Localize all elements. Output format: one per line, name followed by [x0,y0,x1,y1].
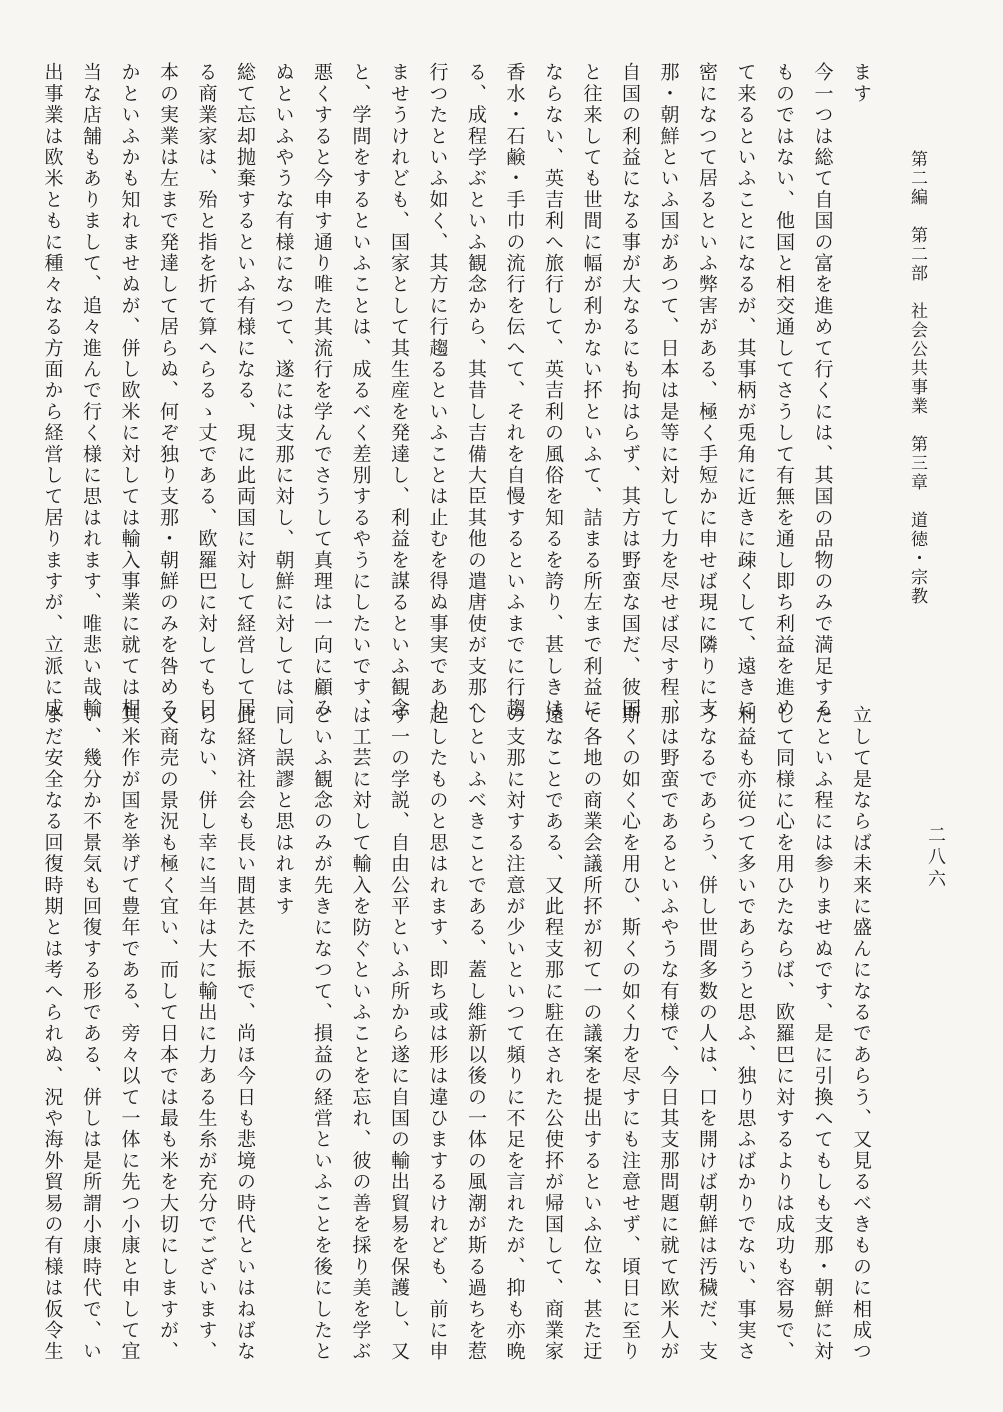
text-line: ぬといふやうな有様になつて、遂には支那に対し、朝鮮に対しては、 [272,62,295,720]
text-line: 其米作が国を挙げて豊年である、旁々以て一体に先つ小康と申して宜 [118,705,141,1363]
text-line: といふ観念のみが先きになつて、損益の経営といふことを後にしたと [311,705,333,1363]
text-line: と、学問をするといふことは、成るべく差別するやうにしたいです、 [349,62,372,720]
text-line: の支那に対する注意が少いといつて頻りに不足を言れたが、抑も亦晩 [503,705,526,1363]
text-line: 此経済社会も長い間甚た不振で、尚ほ今日も悲境の時代といはねばな [234,705,256,1363]
text-line: らない、併し幸に当年は大に輸出に力ある生糸が充分でございます、 [195,705,218,1363]
text-line: 那は野蛮であるといふやうな有様で、今日其支那問題に就て欧米人が [657,705,680,1363]
text-line: 密になつて居るといふ弊害がある、極く手短かに申せば現に隣りに支 [696,62,718,720]
text-line: 那・朝鮮といふ国があつて、日本は是等に対して力を尽せば尽す程、 [657,62,680,720]
text-line: まだ安全なる回復時期とは考へられぬ、況や海外貿易の有様は仮令生 [41,705,64,1363]
text-line: 出事業は欧米ともに種々なる方面から経営して居りますが、立派に成 [41,62,64,720]
text-line: は工芸に対して輸入を防ぐといふことを忘れ、彼の善を採り美を学ぶ [349,705,372,1363]
text-line: る、成程学ぶといふ観念から、其昔し吉備大臣其他の遣唐使が支那へ [465,62,487,720]
text-line: す一の学説、自由公平といふ所から遂に自国の輸出貿易を保護し、又 [388,705,410,1363]
text-line: 遠なことである、又此程支那に駐在された公使抔が帰国して、商業家 [542,705,564,1363]
text-line: 自国の利益になる事が大なるにも拘はらず、其方は野蛮な国だ、彼国 [619,62,641,720]
text-line: 行つたといふ如く、其方に行趨るといふことは止むを得ぬ事実であり [426,62,449,720]
text-line: 当な店舗もありまして、追々進んで行く様に思はれます、唯悲い哉輸 [80,62,102,720]
text-line: 立して是ならば未来に盛んになるであらう、又見るべきものに相成つ [850,705,872,1363]
text-line: 総て忘却抛棄するといふ有様になる、現に此両国に対して経営して居 [234,62,256,720]
text-line: 又商売の景況も極く宜い、而して日本では最も米を大切にしますが、 [157,705,179,1363]
text-line: 本の実業は左まで発達して居らぬ、何ぞ独り支那・朝鮮のみを咎める [157,62,179,720]
top-text-block [41,62,880,720]
text-line: たといふ程には参りませぬです、是に引換へてもしも支那・朝鮮に対 [811,705,834,1363]
text-line: 斯くの如く心を用ひ、斯くの如く力を尽すにも注意せず、頃日に至り [619,705,641,1363]
text-line: ならない、英吉利へ旅行して、英吉利の風俗を知るを誇り、甚しきは [542,62,564,720]
text-line: い、幾分か不景気も回復する形である、併しは是所謂小康時代で、い [80,705,102,1363]
text-line: ものではない、他国と相交通してさうして有無を通し即ち利益を進め [773,62,795,720]
running-header: 第二編 第二部 社会公共事業 第三章 道徳・宗教 [907,150,927,606]
text-line: る商業家は、殆と指を折て算へらるゝ丈である、欧羅巴に対しても日 [195,62,218,720]
text-line: うなるであらう、併し世間多数の人は、口を開けば朝鮮は汚穢だ、支 [696,705,718,1363]
page-number: 二八六 [925,825,946,891]
text-line: かといふかも知れませぬが、併し欧米に対しては輸入事業に就ては相 [118,62,141,720]
text-line: 悪くすると今申す通り唯た其流行を学んでさうして真理は一向に顧み [311,62,333,720]
text-line: 利益も亦従つて多いであらうと思ふ、独り思ふばかりでない、事実さ [734,705,757,1363]
text-line: 起したものと思はれます、即ち或は形は違ひまするけれども、前に申 [426,705,449,1363]
text-line: 今一つは総て自国の富を進めて行くには、其国の品物のみで満足する [811,62,834,720]
text-line: と往来しても世間に幅が利かない抔といふて、詰まる所左まで利益に [580,62,603,720]
text-line: ます [850,62,872,105]
text-line: しといふべきことである、蓋し維新以後の一体の風潮が斯る過ちを惹 [465,705,487,1363]
text-line: 同し誤謬と思はれます [272,705,295,917]
text-line: ませうけれども、国家として其生産を発達し、利益を謀るといふ観念 [388,62,410,720]
bottom-text-block [41,705,880,1363]
text-line: して同様に心を用ひたならば、欧羅巴に対するよりは成功も容易で、 [773,705,795,1363]
text-line: 香水・石鹸・手巾の流行を伝へて、それを自慢するといふまでに行趨 [503,62,526,720]
text-line: て来るといふことになるが、其事柄が兎角に近きに疎くして、遠きに [734,62,757,720]
text-line: て各地の商業会議所抔が初て一の議案を提出するといふ位な、甚た迂 [580,705,603,1363]
